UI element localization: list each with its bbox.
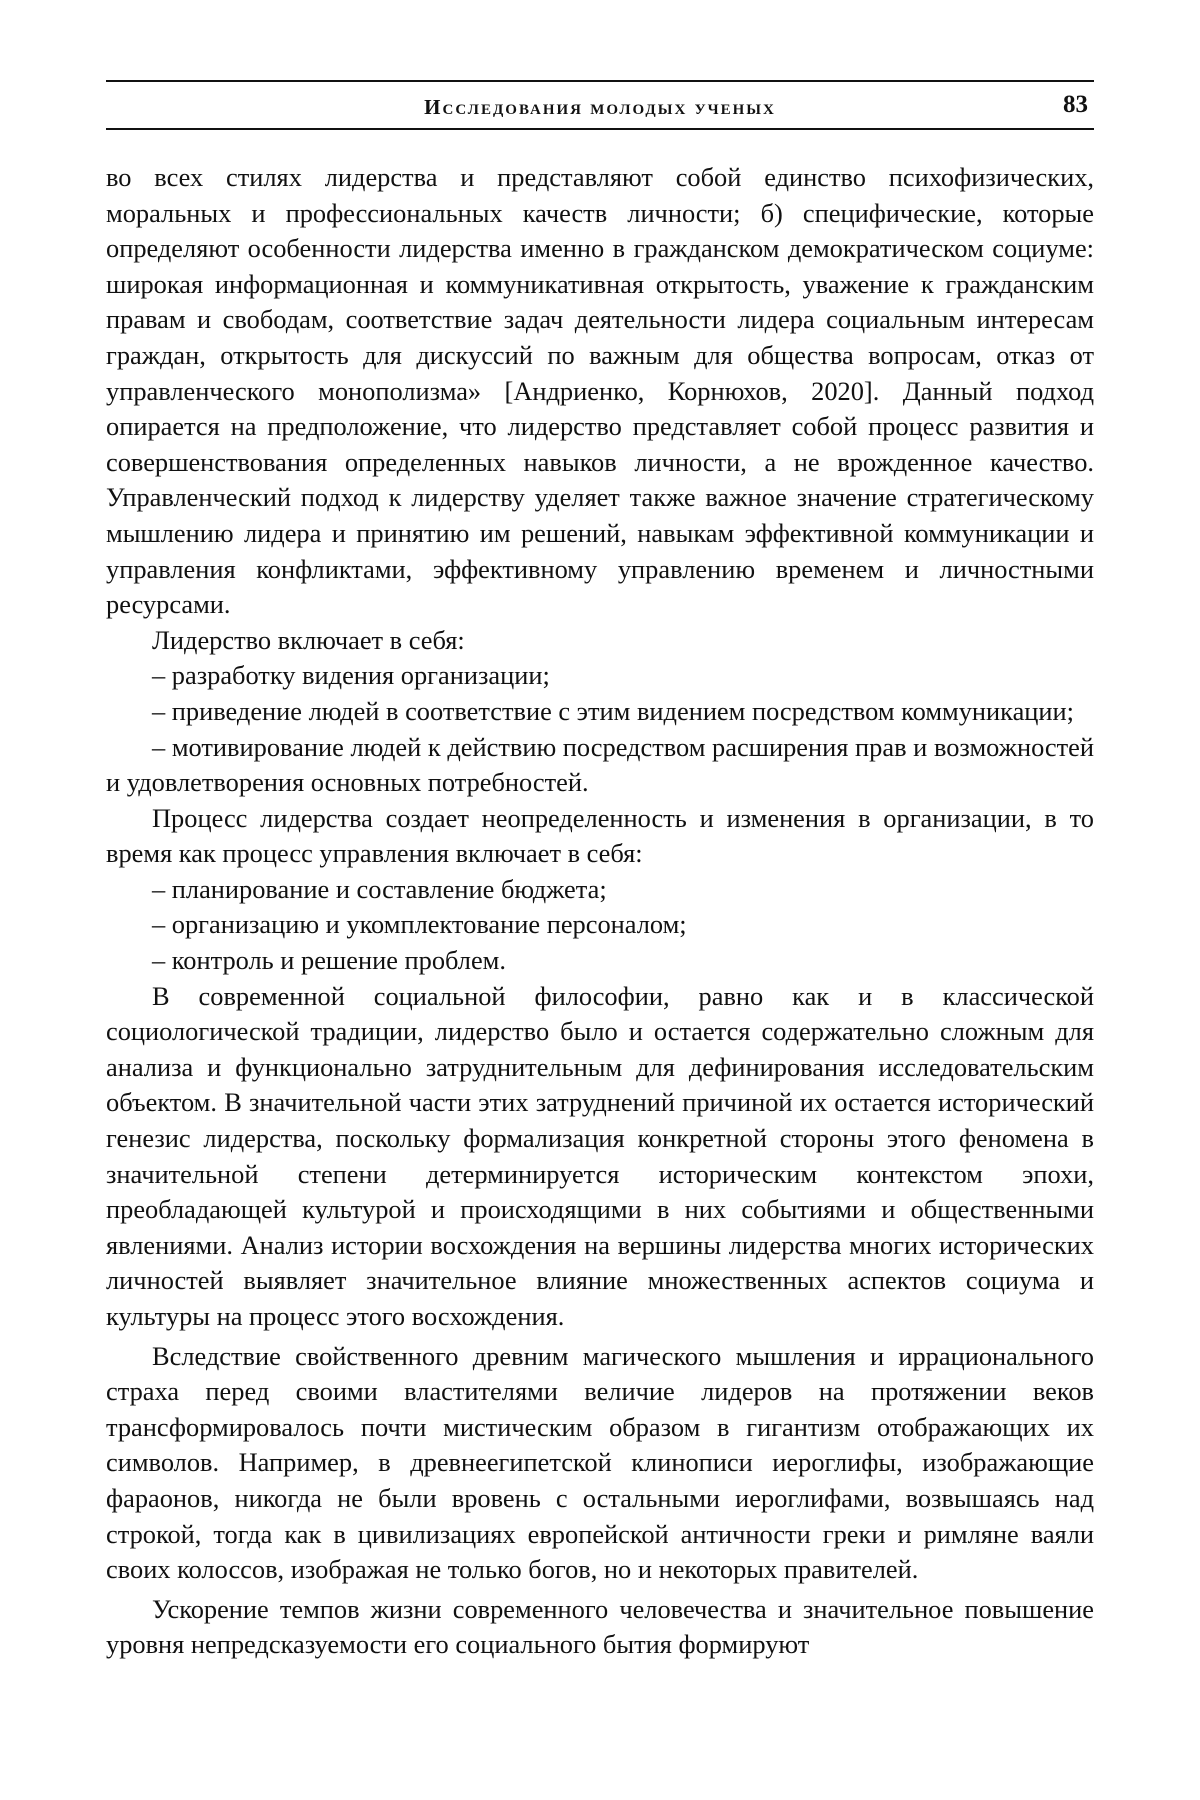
list-item: – приведение людей в соответствие с этим видением посредством коммуникации; — [152, 695, 1074, 726]
paragraph-continued: во всех стилях лидерства и представляют собой единство психофизических, моральных и профессиональных качеств личности; б) специфические, которые определяют особенности лидерства именно в гражданском демократическом социуме: широкая информационная и коммуникативная открытость, уважение к гражданским правам и свободам, соответствие задач деятельности лидера социальным интересам граждан, открытость для дискуссий по важным для общества вопросам, отказ от управленческого монополизма» [Андриенко, Корнюхов, 2020]. Данный подход опирается на предположение, что лидерство представляет собой процесс развития и совершенствования определенных навыков личности, а не врожденное качество. Управленческий подход к лидерству уделяет также важное значение стратегическому мышлению лидера и принятию им решений, навыкам эффективной коммуникации и управления конфликтами, эффективному управлению временем и личностными ресурсами. — [106, 162, 1094, 620]
running-header — [106, 80, 1094, 130]
list-item: – планирование и составление бюджета; — [152, 873, 607, 904]
paragraph: Вследствие свойственного древним магического мышления и иррационального страха перед своими властителями величие лидеров на протяжении веков трансформировалось почти мистическим образом в гигантизм отображающих их символов. Например, в древнеегипетской клинописи иероглифы, изображающие фараонов, никогда не были вровень с остальными иероглифами, возвышаясь над строкой, тогда как в цивилизациях европейской античности греки и римляне ваяли своих колоссов, изображая не только богов, но и некоторых правителей. — [106, 1340, 1094, 1585]
running-title: Исследования молодых ученых — [424, 95, 776, 119]
list-item: – разработку видения организации; — [152, 660, 550, 691]
list-item: – организацию и укомплектование персоналом; — [152, 909, 687, 940]
list-item: – контроль и решение проблем. — [152, 945, 506, 976]
paragraph: Процесс лидерства создает неопределенность и изменения в организации, в то время как процесс управления включает в себя: — [106, 802, 1094, 869]
list-item: – мотивирование людей к действию посредством расширения прав и возможностей и удовлетворения основных потребностей. — [106, 731, 1094, 798]
paragraph: Лидерство включает в себя: — [152, 624, 465, 655]
page-number: 83 — [1063, 91, 1088, 118]
body-text — [106, 160, 1094, 1663]
paragraph: Ускорение темпов жизни современного человечества и значительное повышение уровня непредсказуемости его социального бытия формируют — [106, 1593, 1094, 1660]
paragraph: В современной социальной философии, равно как и в классической социологической традиции, лидерство было и остается содержательно сложным для анализа и функционально затруднительным для дефинирования исследовательским объектом. В значительной части этих затруднений причиной их остается исторический генезис лидерства, поскольку формализация конкретной стороны этого феномена в значительной степени детерминируется историческим контекстом эпохи, преобладающей культурой и происходящими в них событиями и общественными явлениями. Анализ истории восхождения на вершины лидерства многих исторических личностей выявляет значительное влияние множественных аспектов социума и культуры на процесс этого восхождения. — [106, 980, 1094, 1331]
